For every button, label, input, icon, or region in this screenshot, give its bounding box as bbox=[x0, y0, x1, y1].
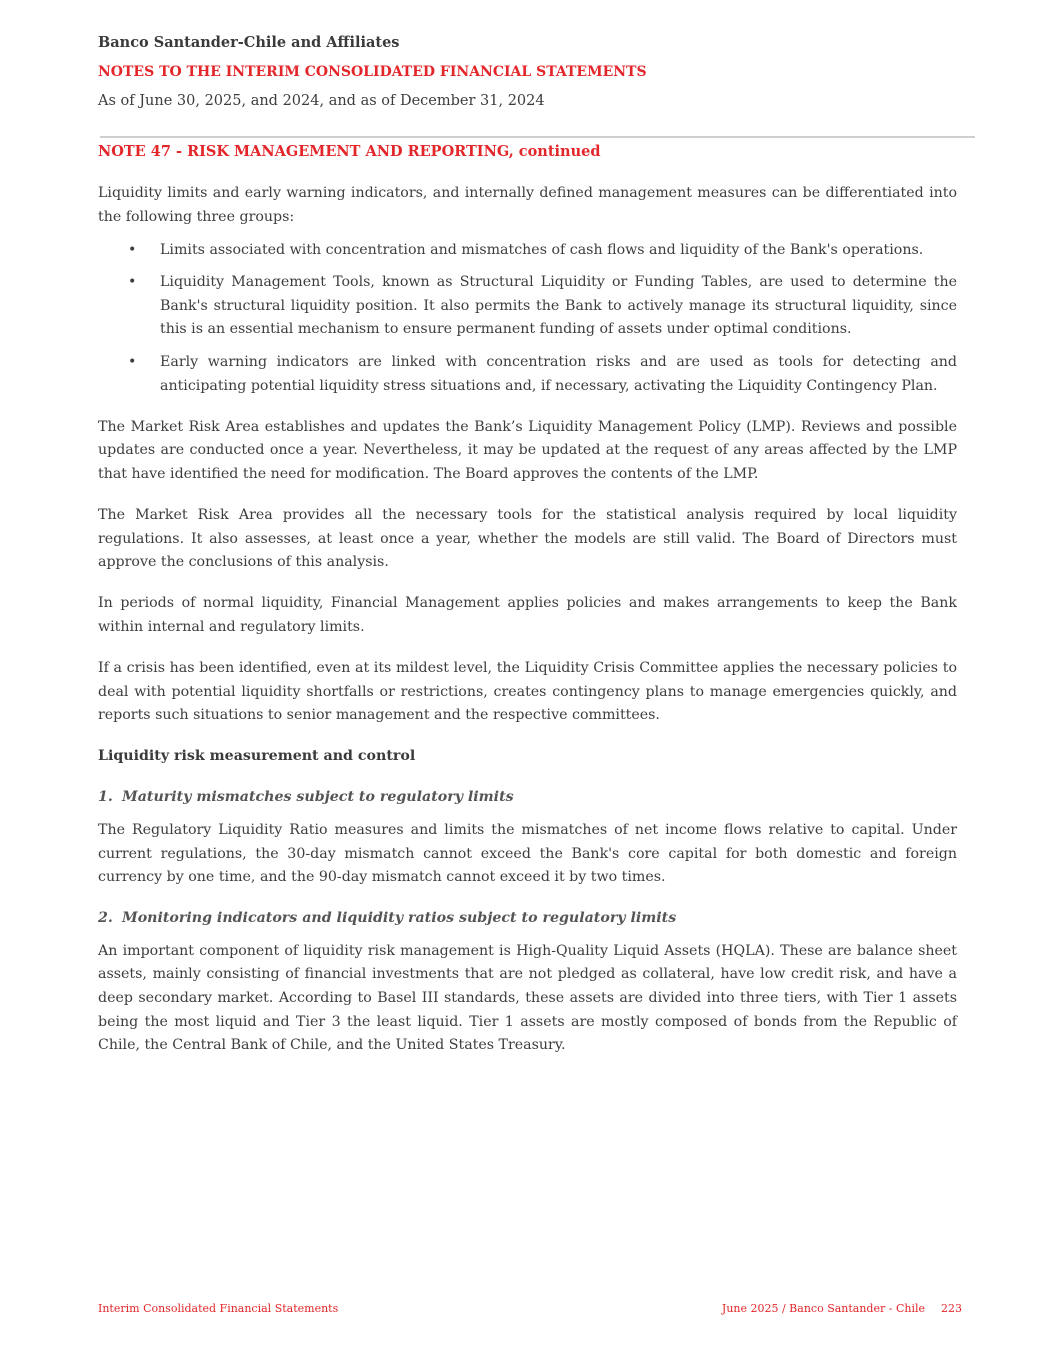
reporting-period: As of June 30, 2025, and 2024, and as of December 31, 2024 bbox=[98, 93, 545, 109]
subsection-number: 2. bbox=[98, 910, 113, 927]
limit-groups-list bbox=[98, 239, 957, 399]
list-item bbox=[98, 271, 957, 342]
subsection-heading bbox=[98, 786, 957, 810]
subsection-number: 1. bbox=[98, 789, 113, 806]
list-item-text: Liquidity Management Tools, known as Structural Liquidity or Funding Tables, are used to determine the Bank's structural liquidity position. It also permits the Bank to actively manage its structural liquidity, since this is an essential mechanism to ensure permanent funding of assets under optimal conditions. bbox=[160, 274, 957, 338]
company-name: Banco Santander-Chile and Affiliates bbox=[98, 34, 400, 51]
subsection-text: The Regulatory Liquidity Ratio measures and limits the mismatches of net income flows relative to capital. Under current regulations, the 30-day mismatch cannot exceed the Bank's core capital for both domestic and foreign currency by one time, and the 90-day mismatch cannot exceed it by two times. bbox=[98, 821, 957, 886]
bullet-icon: • bbox=[128, 354, 137, 371]
footer-right bbox=[722, 1302, 962, 1315]
list-item bbox=[98, 351, 957, 398]
bullet-icon: • bbox=[128, 274, 137, 291]
notes-title: NOTES TO THE INTERIM CONSOLIDATED FINANCIAL STATEMENTS bbox=[98, 64, 647, 80]
crisis-paragraph: If a crisis has been identified, even at its mildest level, the Liquidity Crisis Committee applies the necessary policies to deal with potential liquidity shortfalls or restrictions, creates contingency plans to manage emergencies quickly, and reports such situations to senior management and the respective committees. bbox=[98, 660, 957, 724]
bullet-icon: • bbox=[128, 241, 137, 258]
lmp-paragraph: The Market Risk Area establishes and updates the Bank’s Liquidity Management Policy (LMP). Reviews and possible updates are conducted once a year. Nevertheless, it may be updated at the request of any areas affected by the LMP that have identified the need for modification. The Board approves the contents of the LMP. bbox=[98, 418, 957, 482]
header-divider bbox=[100, 136, 975, 138]
footer-left-text: Interim Consolidated Financial Statements bbox=[98, 1302, 339, 1315]
intro-paragraph: Liquidity limits and early warning indicators, and internally defined management measures can be differentiated into the following three groups: bbox=[98, 185, 957, 225]
page-number: 223 bbox=[941, 1302, 962, 1315]
list-item-text: Early warning indicators are linked with concentration risks and are used as tools for detecting and anticipating potential liquidity stress situations and, if necessary, activating the Liquidity Contingency Plan. bbox=[160, 354, 957, 394]
footer-right-text: June 2025 / Banco Santander - Chile bbox=[721, 1302, 925, 1315]
note-body bbox=[98, 182, 957, 1075]
list-item-text: Limits associated with concentration and mismatches of cash flows and liquidity of the Bank's operations. bbox=[160, 241, 924, 258]
subsection-title: Monitoring indicators and liquidity ratios subject to regulatory limits bbox=[122, 910, 677, 927]
statistical-analysis-paragraph: The Market Risk Area provides all the necessary tools for the statistical analysis required by local liquidity regulations. It also assesses, at least once a year, whether the models are still valid. The Board of Directors must approve the conclusions of this analysis. bbox=[98, 507, 957, 571]
subsection-text: An important component of liquidity risk management is High-Quality Liquid Assets (HQLA). These are balance sheet assets, mainly consisting of financial investments that are not pledged as collateral, have low credit risk, and have a deep secondary market. According to Basel III standards, these assets are divided into three tiers, with Tier 1 assets being the most liquid and Tier 3 the least liquid. Tier 1 assets are mostly composed of bonds from the Republic of Chile, the Central Bank of Chile, and the United States Treasury. bbox=[98, 942, 957, 1054]
normal-liquidity-paragraph: In periods of normal liquidity, Financial Management applies policies and makes arrangements to keep the Bank within internal and regulatory limits. bbox=[98, 595, 957, 635]
subsection-heading bbox=[98, 907, 957, 931]
subsection-title: Maturity mismatches subject to regulatory limits bbox=[122, 789, 514, 806]
section-heading: Liquidity risk measurement and control bbox=[98, 748, 416, 765]
list-item bbox=[98, 239, 957, 263]
note-heading: NOTE 47 - RISK MANAGEMENT AND REPORTING, continued bbox=[98, 143, 601, 160]
